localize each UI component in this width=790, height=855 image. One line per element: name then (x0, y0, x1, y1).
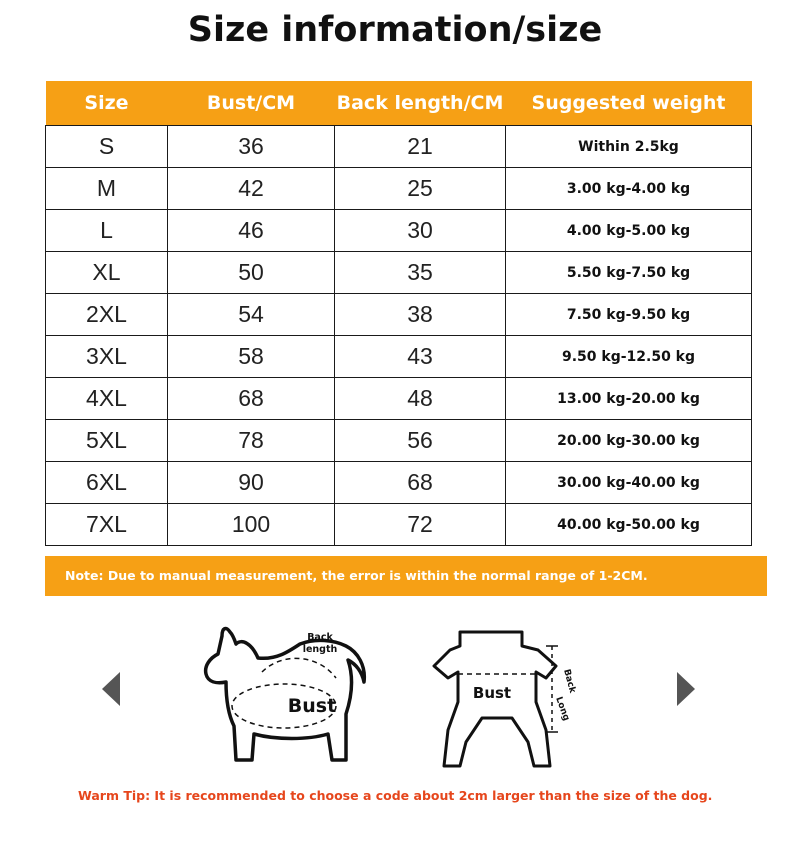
table-header-row (46, 81, 752, 126)
back-length-cell: 25 (335, 168, 506, 210)
back-length-cell: 21 (335, 126, 506, 168)
back-length-cell: 68 (335, 462, 506, 504)
size-cell: L (46, 210, 168, 252)
size-table (45, 81, 752, 546)
weight-cell: 7.50 kg-9.50 kg (506, 294, 752, 336)
weight-cell: Within 2.5kg (506, 126, 752, 168)
back-label: Back (561, 668, 578, 695)
page-title: Size information/size (187, 10, 603, 50)
table-row (46, 252, 752, 294)
dog-measurement-figure (196, 622, 378, 770)
bust-label: Bust (472, 684, 512, 702)
back-length-cell: 30 (335, 210, 506, 252)
back-length-cell: 72 (335, 504, 506, 546)
back-length-measure-line (262, 658, 336, 678)
back-length-cell: 56 (335, 420, 506, 462)
bust-cell: 46 (168, 210, 335, 252)
size-cell: 7XL (46, 504, 168, 546)
back-length-cell: 35 (335, 252, 506, 294)
table-row (46, 420, 752, 462)
bust-cell: 54 (168, 294, 335, 336)
bust-cell: 58 (168, 336, 335, 378)
size-cell: 3XL (46, 336, 168, 378)
table-row (46, 504, 752, 546)
long-label: Long (553, 695, 572, 723)
back-length-cell: 43 (335, 336, 506, 378)
table-row (46, 294, 752, 336)
size-cell: S (46, 126, 168, 168)
table-row (46, 378, 752, 420)
size-cell: M (46, 168, 168, 210)
size-cell: 5XL (46, 420, 168, 462)
weight-cell: 4.00 kg-5.00 kg (506, 210, 752, 252)
triangle-right-icon[interactable] (677, 672, 695, 706)
weight-cell: 3.00 kg-4.00 kg (506, 168, 752, 210)
table-row (46, 210, 752, 252)
back-length-cell: 48 (335, 378, 506, 420)
size-cell: XL (46, 252, 168, 294)
size-cell: 6XL (46, 462, 168, 504)
weight-cell: 20.00 kg-30.00 kg (506, 420, 752, 462)
bust-cell: 42 (168, 168, 335, 210)
weight-cell: 40.00 kg-50.00 kg (506, 504, 752, 546)
column-header-suggested-weight: Suggested weight (506, 81, 752, 126)
table-row (46, 336, 752, 378)
bust-label: Bust (287, 695, 337, 717)
weight-cell: 9.50 kg-12.50 kg (506, 336, 752, 378)
weight-cell: 5.50 kg-7.50 kg (506, 252, 752, 294)
garment-measurement-figure (430, 626, 590, 772)
length-label: length (302, 644, 338, 655)
table-row (46, 126, 752, 168)
bust-cell: 90 (168, 462, 335, 504)
triangle-left-icon[interactable] (102, 672, 120, 706)
table-row (46, 462, 752, 504)
measurement-note: Note: Due to manual measurement, the error is within the normal range of 1-2CM. (45, 556, 767, 596)
bust-cell: 100 (168, 504, 335, 546)
bust-cell: 50 (168, 252, 335, 294)
column-header-bust: Bust/CM (168, 81, 335, 126)
column-header-back-length: Back length/CM (335, 81, 506, 126)
column-header-size: Size (46, 81, 168, 126)
back-length-cell: 38 (335, 294, 506, 336)
weight-cell: 30.00 kg-40.00 kg (506, 462, 752, 504)
bust-cell: 78 (168, 420, 335, 462)
bust-cell: 36 (168, 126, 335, 168)
dog-outline-icon (206, 629, 365, 760)
table-row (46, 168, 752, 210)
size-cell: 4XL (46, 378, 168, 420)
size-cell: 2XL (46, 294, 168, 336)
weight-cell: 13.00 kg-20.00 kg (506, 378, 752, 420)
back-label: Back (307, 632, 333, 643)
warm-tip: Warm Tip: It is recommended to choose a code about 2cm larger than the size of the dog. (78, 788, 713, 803)
bust-cell: 68 (168, 378, 335, 420)
